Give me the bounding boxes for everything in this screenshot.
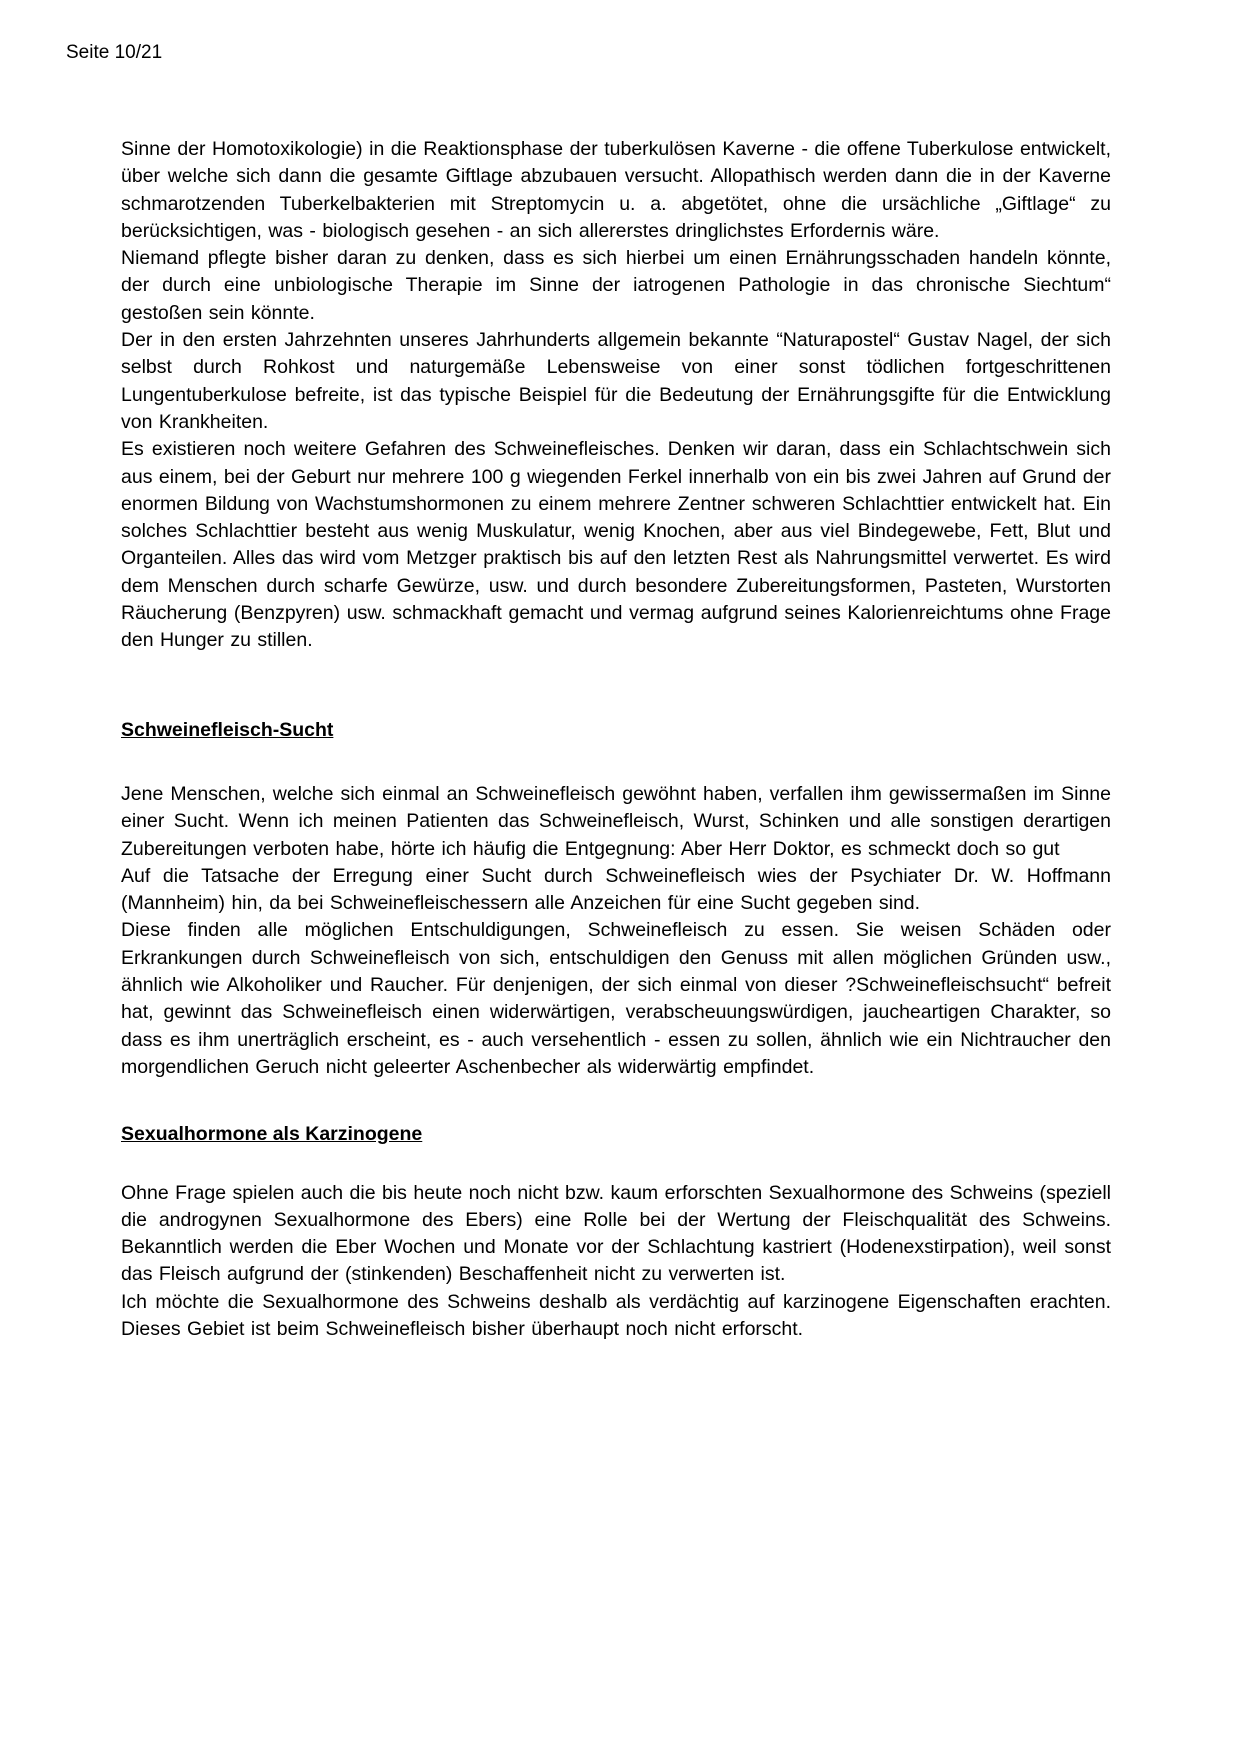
section-heading-schweinefleisch-sucht: Schweinefleisch-Sucht bbox=[121, 718, 334, 741]
paragraph-psychiater-hoffmann: Auf die Tatsache der Erregung einer Sucht durch Schweinefleisch wies der Psychiater Dr. W. Hoffmann (Mannheim) hin, da bei Schweinefleischessern alle Anzeichen für eine Sucht gegeben sind. bbox=[121, 864, 1111, 915]
page-number-label: Seite 10/21 bbox=[66, 42, 163, 63]
section-heading-sexualhormone: Sexualhormone als Karzinogene bbox=[121, 1123, 423, 1146]
document-body bbox=[121, 136, 1111, 1343]
paragraph-sexual-hormones: Ohne Frage spielen auch die bis heute noch nicht bzw. kaum erforschten Sexualhormone des Schweins (speziell die androgynen Sexualhormone des Ebers) eine Rolle bei der Wertung der Fleischqualität des Schweins. Bekanntlich werden die Eber Wochen und Monate vor der Schlachtung kastriert (Hodenexstirpation), weil sonst das Fleisch aufgrund der (stinkenden) Beschaffenheit nicht zu verwerten ist. bbox=[121, 1181, 1111, 1286]
paragraph-carcinogenic-suspicion: Ich möchte die Sexualhormone des Schweins deshalb als verdächtig auf karzinogene Eigenschaften erachten. Dieses Gebiet ist beim Schweinefleisch bisher überhaupt noch nicht erforscht. bbox=[121, 1290, 1111, 1340]
paragraph-excuses: Diese finden alle möglichen Entschuldigungen, Schweinefleisch zu essen. Sie weisen Schäden oder Erkrankungen durch Schweinefleisch von sich, entschuldigen den Genuss mit allen möglichen Gründen usw., ähnlich wie Alkoholiker und Raucher. Für denjenigen, der sich einmal von dieser ?Schweinefleischsucht“ befreit hat, gewinnt das Schweinefleisch einen widerwärtigen, verabscheuungswürdigen, jaucheartigen Charakter, so dass es ihm unerträglich erscheint, es - auch versehentlich - essen zu sollen, ähnlich wie ein Nichtraucher den morgendlichen Geruch nicht geleerter Aschenbecher als widerwärtig empfindet. bbox=[121, 919, 1111, 1078]
paragraph-gustav-nagel: Der in den ersten Jahrzehnten unseres Jahrhunderts allgemein bekannte “Naturapostel“ Gustav Nagel, der sich selbst durch Rohkost und naturgemäße Lebensweise von einer sonst tödlichen fortgeschrittenen Lungentuberkulose befreite, ist das typische Beispiel für die Bedeutung der Ernährungsgifte für die Entwicklung von Krankheiten. bbox=[121, 329, 1111, 433]
paragraph-slaughter-pig: Es existieren noch weitere Gefahren des Schweinefleisches. Denken wir daran, dass ein Schlachtschwein sich aus einem, bei der Geburt nur mehrere 100 g wiegenden Ferkel innerhalb von ein bis zwei Jahren auf Grund der enormen Bildung von Wachstumshormonen zu einem mehrere Zentner schweren Schlachttier entwickelt hat. Ein solches Schlachttier besteht aus wenig Muskulatur, wenig Knochen, aber aus viel Bindegewebe, Fett, Blut und Organteilen. Alles das wird vom Metzger praktisch bis auf den letzten Rest als Nahrungsmittel verwertet. Es wird dem Menschen durch scharfe Gewürze, usw. und durch besondere Zubereitungsformen, Pasteten, Wurstorten Räucherung (Benzpyren) usw. schmackhaft gemacht und vermag aufgrund seines Kalorienreichtums ohne Frage den Hunger zu stillen. bbox=[121, 438, 1111, 652]
paragraph-tuberculosis-cavern: Sinne der Homotoxikologie) in die Reaktionsphase der tuberkulösen Kaverne - die offene Tuberkulose entwickelt, über welche sich dann die gesamte Giftlage abzubauen versucht. Allopathisch werden dann die in der Kaverne schmarotzenden Tuberkelbakterien mit Streptomycin u. a. abgetötet, ohne die ursächliche „Giftlage“ zu berücksichtigen, was - biologisch gesehen - an sich allererstes dringlichstes Erfordernis wäre. bbox=[121, 138, 1111, 242]
paragraph-addiction-intro: Jene Menschen, welche sich einmal an Schweinefleisch gewöhnt haben, verfallen ihm gewissermaßen im Sinne einer Sucht. Wenn ich meinen Patienten das Schweinefleisch, Wurst, Schinken und alle sonstigen derartigen Zubereitungen verboten habe, hörte ich häufig die Entgegnung: Aber Herr Doktor, es schmeckt doch so gut bbox=[121, 782, 1111, 860]
paragraph-nutrition-damage: Niemand pflegte bisher daran zu denken, dass es sich hierbei um einen Ernährungsschaden handeln könnte, der durch eine unbiologische Therapie im Sinne der iatrogenen Pathologie in das chronische Siechtum“ gestoßen sein könnte. bbox=[121, 247, 1111, 324]
